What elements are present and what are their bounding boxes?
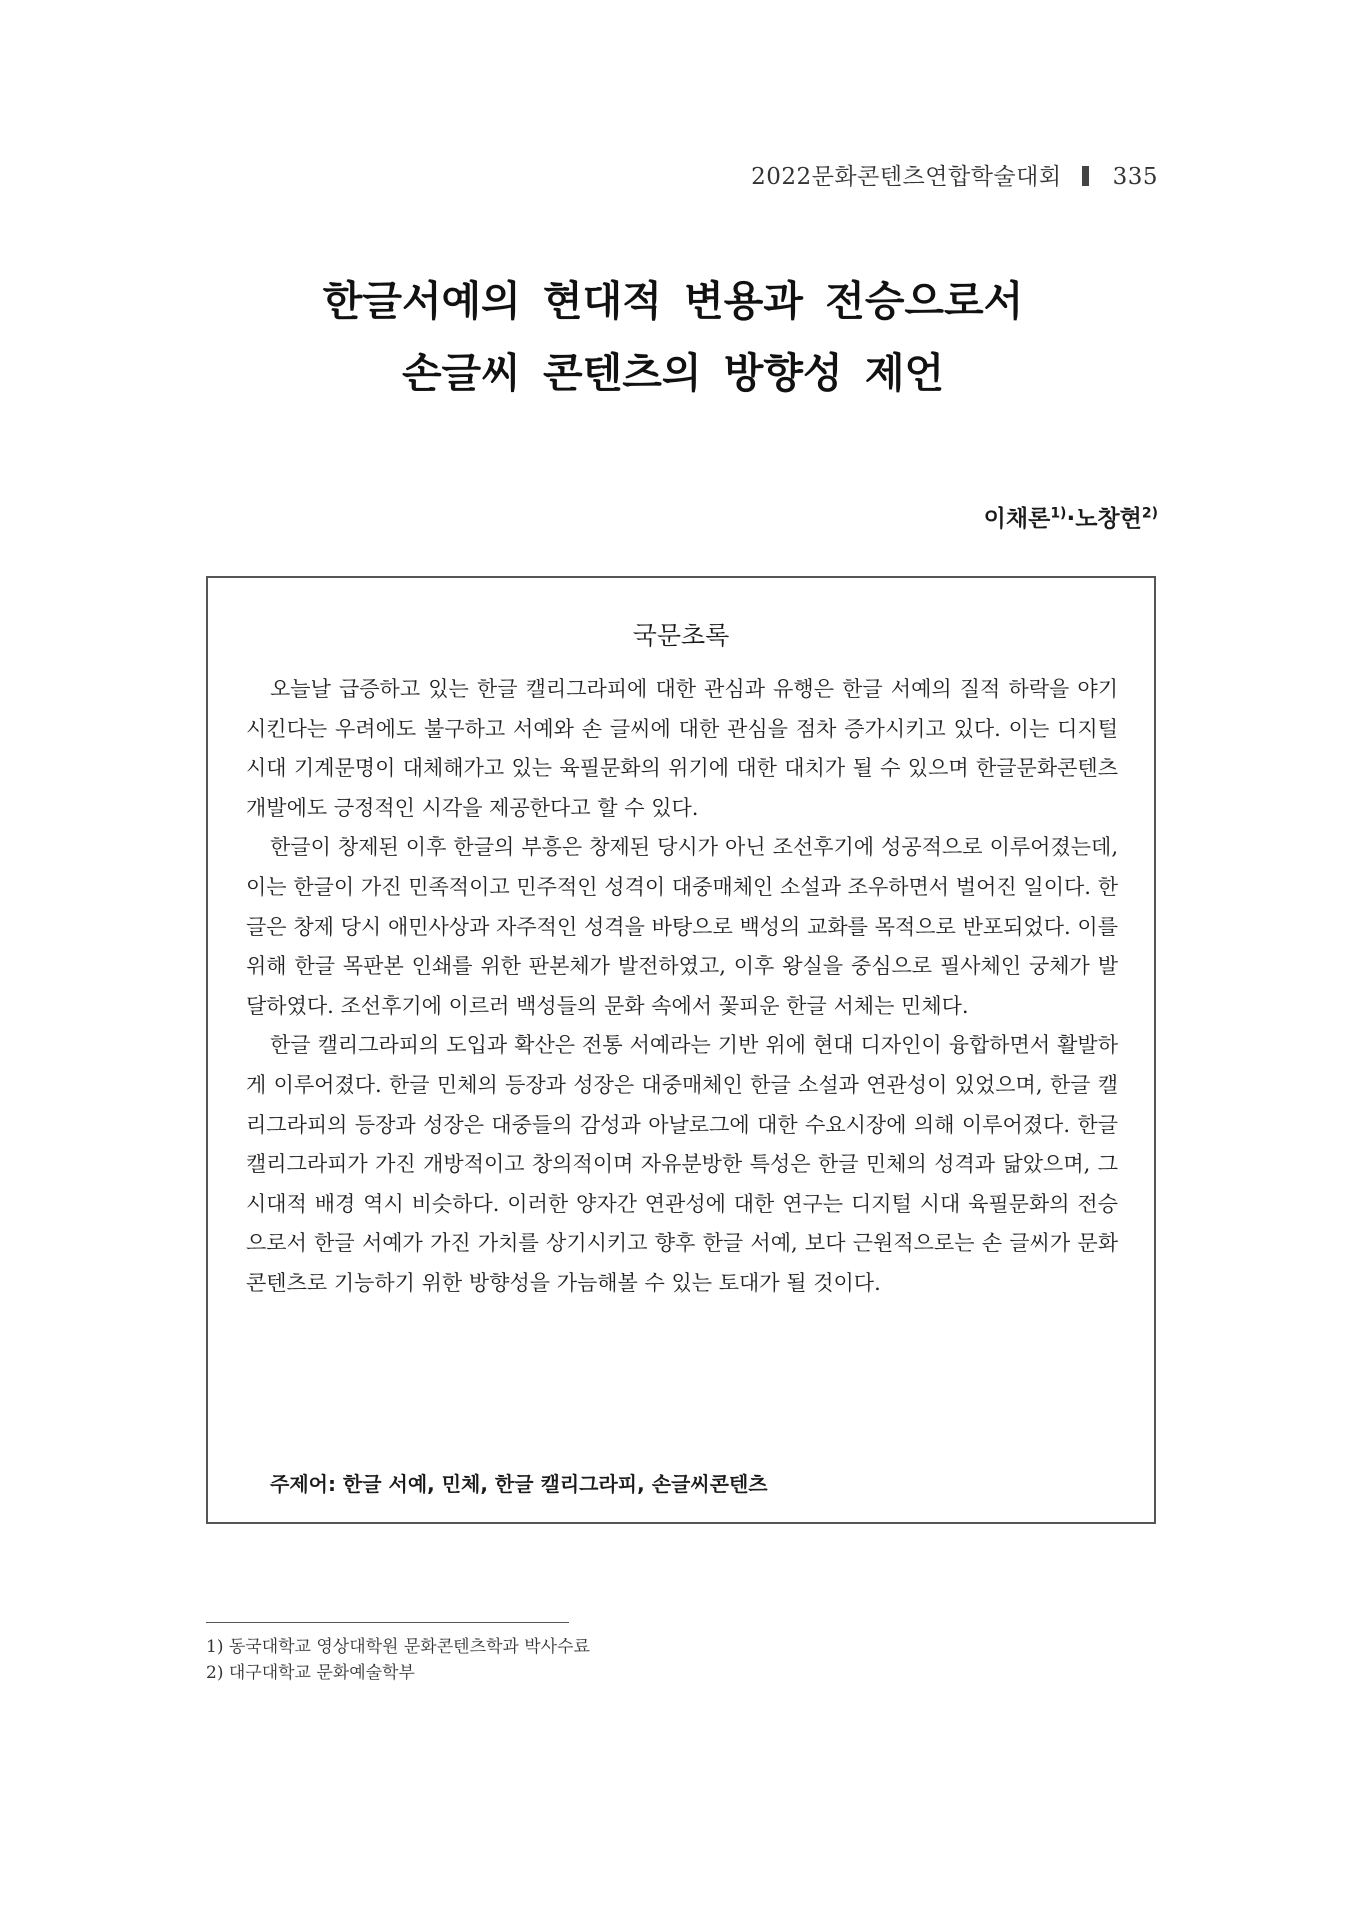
- abstract-body: [246, 670, 1118, 1304]
- footnote-mark: 1): [1050, 505, 1067, 522]
- abstract-heading: 국문초록: [632, 621, 730, 650]
- paper-title: [0, 265, 1346, 409]
- author-separator: ·: [1066, 506, 1076, 532]
- author-name: 이채론: [983, 506, 1051, 532]
- author-name: 노창현: [1075, 506, 1142, 532]
- title-line-1: 한글서예의 현대적 변용과 전승으로서: [322, 277, 1024, 325]
- conference-name: 2022문화콘텐츠연합학술대회: [751, 164, 1062, 190]
- footnote-item: 1) 동국대학교 영상대학원 문화콘텐츠학과 박사수료: [206, 1637, 590, 1657]
- footnote-divider: [206, 1622, 569, 1623]
- footnote-item: 2) 대구대학교 문화예술학부: [206, 1663, 415, 1683]
- header-separator-bar: [1082, 166, 1089, 186]
- title-line-2: 손글씨 콘텐츠의 방향성 제언: [401, 349, 945, 397]
- abstract-paragraph: 한글 캘리그라피의 도입과 확산은 전통 서예라는 기반 위에 현대 디자인이 융합하면서 활발하게 이루어졌다. 한글 민체의 등장과 성장은 대중매체인 한글 소설과 연관성이 있었으며, 한글 캘리그라피의 등장과 성장은 대중들의 감성과 아날로그에 대한 수요시장에 의해 이루어졌다. 한글 캘리그라피가 가진 개방적이고 창의적이며 자유분방한 특성은 한글 민체의 성격과 닮았으며, 그 시대적 배경 역시 비슷하다. 이러한 양자간 연관성에 대한 연구는 디지털 시대 육필문화의 전승으로서 한글 서예가 가진 가치를 상기시키고 향후 한글 서예, 보다 근원적으로는 손 글씨가 문화콘텐츠로 기능하기 위한 방향성을 가늠해볼 수 있는 토대가 될 것이다.: [246, 1033, 1118, 1295]
- abstract-paragraph: 오늘날 급증하고 있는 한글 캘리그라피에 대한 관심과 유행은 한글 서예의 질적 하락을 야기 시킨다는 우려에도 불구하고 서예와 손 글씨에 대한 관심을 점차 증가시키고 있다. 이는 디지털 시대 기계문명이 대체해가고 있는 육필문화의 위기에 대한 대치가 될 수 있으며 한글문화콘텐츠 개발에도 긍정적인 시각을 제공한다고 할 수 있다.: [246, 677, 1118, 820]
- running-header: [751, 158, 1158, 191]
- footnotes: [206, 1634, 590, 1686]
- footnote-mark: 2): [1141, 505, 1158, 522]
- author-line: [984, 500, 1158, 533]
- abstract-paragraph: 한글이 창제된 이후 한글의 부흥은 창제된 당시가 아닌 조선후기에 성공적으로 이루어졌는데, 이는 한글이 가진 민족적이고 민주적인 성격이 대중매체인 소설과 조우하면서 벌어진 일이다. 한글은 창제 당시 애민사상과 자주적인 성격을 바탕으로 백성의 교화를 목적으로 반포되었다. 이를 위해 한글 목판본 인쇄를 위한 판본체가 발전하였고, 이후 왕실을 중심으로 필사체인 궁체가 발달하였다. 조선후기에 이르러 백성들의 문화 속에서 꽃피운 한글 서체는 민체다.: [246, 835, 1118, 1018]
- keywords: 주제어: 한글 서예, 민체, 한글 캘리그라피, 손글씨콘텐츠: [270, 1472, 768, 1496]
- abstract-box: [206, 576, 1156, 1524]
- page-number: 335: [1112, 164, 1158, 190]
